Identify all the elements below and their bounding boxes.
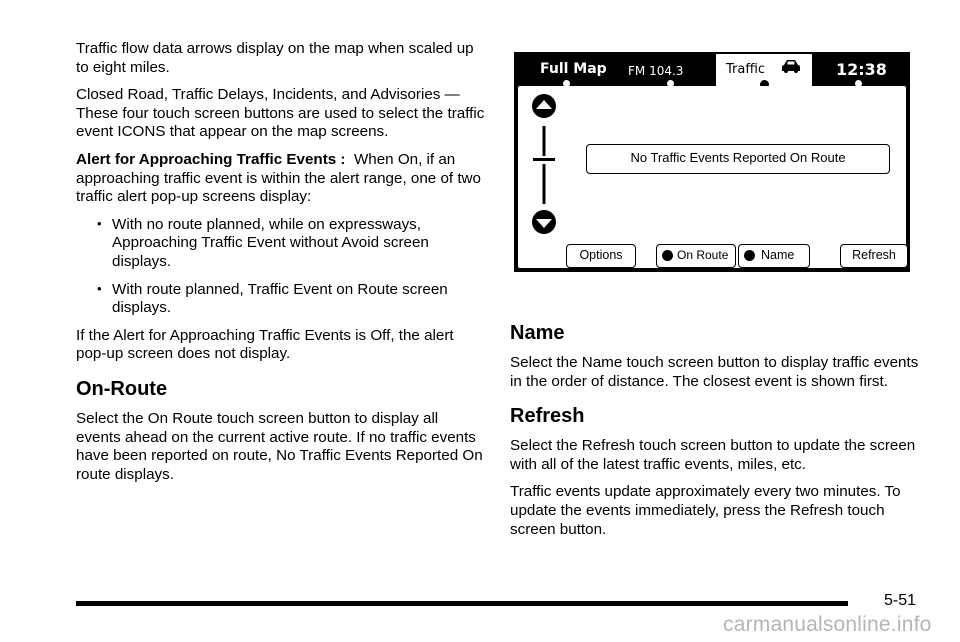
- refresh-button[interactable]: Refresh: [840, 244, 908, 268]
- tab-clock[interactable]: 12:38: [810, 54, 906, 84]
- alert-term: Alert for Approaching Traffic Events :: [76, 150, 346, 168]
- right-column: [510, 322, 920, 548]
- heading-name: Name: [510, 322, 565, 344]
- radio-indicator-icon: [744, 250, 755, 261]
- alert-bullet-list: [76, 216, 486, 318]
- scroll-track-upper: [543, 126, 546, 156]
- screen-content: [518, 86, 906, 268]
- traffic-car-icon: [780, 58, 802, 74]
- page-number: 5-51: [884, 592, 917, 609]
- tab-full-map[interactable]: Full Map: [518, 54, 618, 84]
- paragraph-flow-arrows: Traffic flow data arrows display on the map when scaled up to eight miles.: [76, 40, 474, 76]
- list-item: • With route planned, Traffic Event on Route screen displays.: [76, 281, 486, 318]
- paragraph-refresh-interval: Traffic events update approximately every two minutes. To update the events immediately, press the Refresh touch screen button.: [510, 483, 901, 538]
- name-button[interactable]: [738, 244, 810, 268]
- scroll-thumb[interactable]: [533, 158, 555, 161]
- paragraph-name: Select the Name touch screen button to display traffic events in the order of distance. The closest event is shown first.: [510, 354, 919, 390]
- heading-refresh: Refresh: [510, 405, 585, 428]
- paragraph-refresh: Select the Refresh touch screen button to update the screen with all of the latest traffic events, miles, etc.: [510, 437, 916, 473]
- alert-text: When On, if an approaching traffic event is within the alert range, one of two traffic alert pop-up screens display:: [76, 150, 481, 206]
- watermark: carmanualsonline.info: [723, 613, 932, 636]
- list-item: • With no route planned, while on expressways, Approaching Traffic Event without Avoid screen displays.: [76, 216, 486, 272]
- paragraph-alert: [76, 151, 486, 207]
- tab-traffic[interactable]: Traffic: [714, 52, 814, 90]
- paragraph-on-route: Select the On Route touch screen button to display all events ahead on the current active route. If no traffic events have been reported on route, No Traffic Events Reported On route displays.: [76, 409, 483, 483]
- nav-screen-illustration: [514, 52, 910, 272]
- paragraph-event-buttons: Closed Road, Traffic Delays, Incidents, and Advisories — These four touch screen buttons are used to select the traffic event ICONS that appear on the map screens.: [76, 86, 485, 141]
- scroll-down-icon[interactable]: [532, 210, 556, 234]
- radio-indicator-icon: [662, 250, 673, 261]
- name-label: Name: [761, 248, 795, 262]
- no-events-message: No Traffic Events Reported On Route: [586, 144, 890, 174]
- on-route-label: On Route: [677, 248, 729, 262]
- paragraph-alert-off: If the Alert for Approaching Traffic Events is Off, the alert pop-up screen does not display.: [76, 326, 454, 363]
- on-route-button[interactable]: [656, 244, 736, 268]
- scroll-up-icon[interactable]: [532, 94, 556, 118]
- scroll-control: [532, 90, 562, 240]
- footer-rule: [76, 601, 848, 606]
- tab-radio[interactable]: FM 104.3: [622, 54, 718, 84]
- left-column: [76, 40, 486, 493]
- options-button[interactable]: Options: [566, 244, 636, 268]
- scroll-track-lower: [543, 164, 546, 204]
- heading-on-route: On-Route: [76, 377, 168, 400]
